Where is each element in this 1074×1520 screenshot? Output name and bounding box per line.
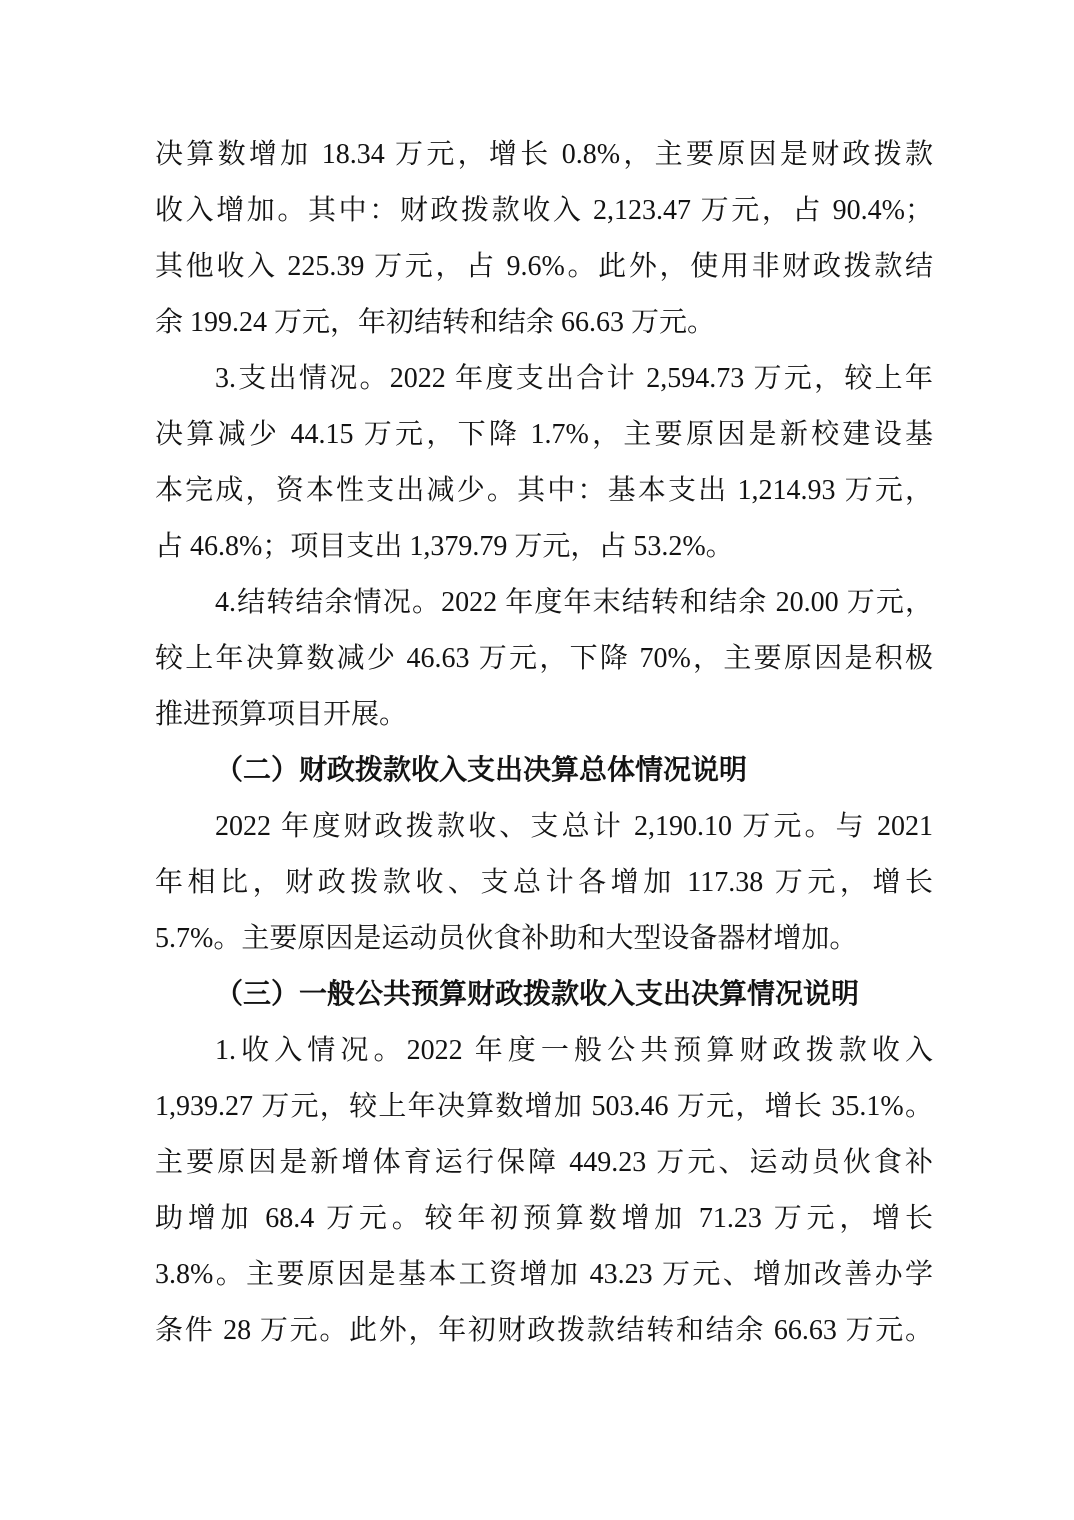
text-line: 收入增加。其中：财政拨款收入 2,123.47 万元，占 90.4%； (155, 195, 933, 226)
text-line: 年相比，财政拨款收、支总计各增加 117.38 万元，增长 (155, 867, 933, 898)
text-line: 决算数增加 18.34 万元，增长 0.8%，主要原因是财政拨款 (155, 139, 933, 170)
text-line: 其他收入 225.39 万元，占 9.6%。此外，使用非财政拨款结 (155, 251, 933, 282)
text-line: 1.收入情况。2022 年度一般公共预算财政拨款收入 (215, 1035, 933, 1066)
section-heading: （三）一般公共预算财政拨款收入支出决算情况说明 (215, 979, 860, 1010)
text-line: 3.支出情况。2022 年度支出合计 2,594.73 万元，较上年 (215, 363, 933, 394)
text-line: 主要原因是新增体育运行保障 449.23 万元、运动员伙食补 (155, 1147, 933, 1178)
text-line: 3.8%。主要原因是基本工资增加 43.23 万元、增加改善办学 (155, 1259, 933, 1290)
section-heading: （二）财政拨款收入支出决算总体情况说明 (215, 755, 748, 786)
text-line: 余 199.24 万元，年初结转和结余 66.63 万元。 (155, 307, 716, 338)
text-line: 本完成，资本性支出减少。其中：基本支出 1,214.93 万元， (155, 475, 933, 506)
text-line: 2022 年度财政拨款收、支总计 2,190.10 万元。与 2021 (215, 811, 933, 842)
text-line: 5.7%。主要原因是运动员伙食补助和大型设备器材增加。 (155, 923, 858, 954)
text-line: 决算减少 44.15 万元，下降 1.7%，主要原因是新校建设基 (155, 419, 933, 450)
document-text-block (155, 127, 933, 1359)
text-line: 1,939.27 万元，较上年决算数增加 503.46 万元，增长 35.1%。 (155, 1091, 933, 1122)
text-line: 占 46.8%；项目支出 1,379.79 万元，占 53.2%。 (155, 531, 734, 562)
text-line: 助增加 68.4 万元。较年初预算数增加 71.23 万元，增长 (155, 1203, 933, 1234)
text-line: 条件 28 万元。此外，年初财政拨款结转和结余 66.63 万元。 (155, 1315, 933, 1346)
text-line: 4.结转结余情况。2022 年度年末结转和结余 20.00 万元， (215, 587, 933, 618)
text-line: 推进预算项目开展。 (155, 699, 408, 730)
text-line: 较上年决算数减少 46.63 万元，下降 70%，主要原因是积极 (155, 643, 933, 674)
